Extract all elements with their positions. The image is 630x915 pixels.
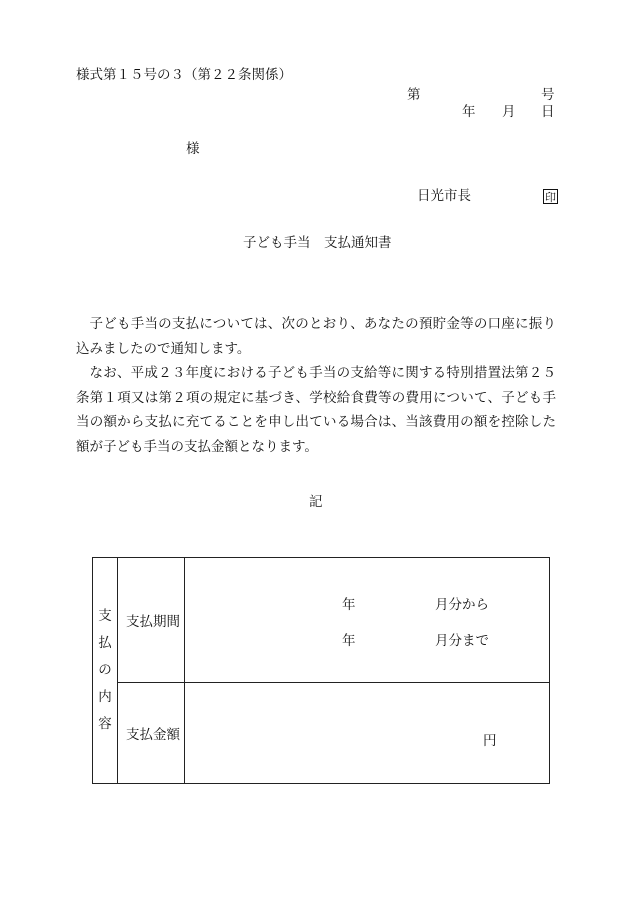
date-day: 日 [541,104,555,120]
document-number-suffix: 号 [541,87,555,103]
group-label [93,558,118,784]
issuer-title: 日光市長 [417,188,471,204]
body-paragraph-1: 子ども手当の支払については、次のとおり、あなたの預貯金等の口座に振り込みましたので通知します。 [76,316,556,357]
period-from-year: 年 [342,597,356,613]
amount-unit: 円 [483,733,497,749]
group-label-char: の [98,662,112,678]
group-label-char: 支 [98,608,112,624]
group-label-char: 内 [98,689,112,705]
period-label: 支払期間 [118,558,185,683]
seal-mark [543,188,558,206]
ki-marker: 記 [309,494,323,510]
period-row [93,558,550,683]
document-title: 子ども手当 支払通知書 [243,235,392,251]
amount-value-cell [185,683,550,784]
document-number-prefix: 第 [407,87,421,103]
date-year: 年 [462,104,476,120]
seal-label: 印 [545,191,556,204]
group-label-char: 容 [98,716,112,732]
period-value-cell [185,558,550,683]
amount-label: 支払金額 [118,683,185,784]
period-to-month: 月分まで [435,633,489,649]
date-month: 月 [502,104,516,120]
period-to-year: 年 [342,633,356,649]
payment-details-table [92,557,550,784]
period-from-month: 月分から [435,597,489,613]
amount-row [93,683,550,784]
body-paragraph-2: なお、平成２３年度における子ども手当の支給等に関する特別措置法第２５条第１項又は第２項の規定に基づき、学校給食費等の費用について、子ども手当の額から支払に充てることを申し出ている場合は、当該費用の額を控除した額が子ども手当の支払金額となります。 [76,365,556,455]
recipient-honorific: 様 [186,141,200,157]
group-label-char: 払 [98,635,112,651]
form-number: 様式第１５号の３（第２２条関係） [76,67,292,83]
